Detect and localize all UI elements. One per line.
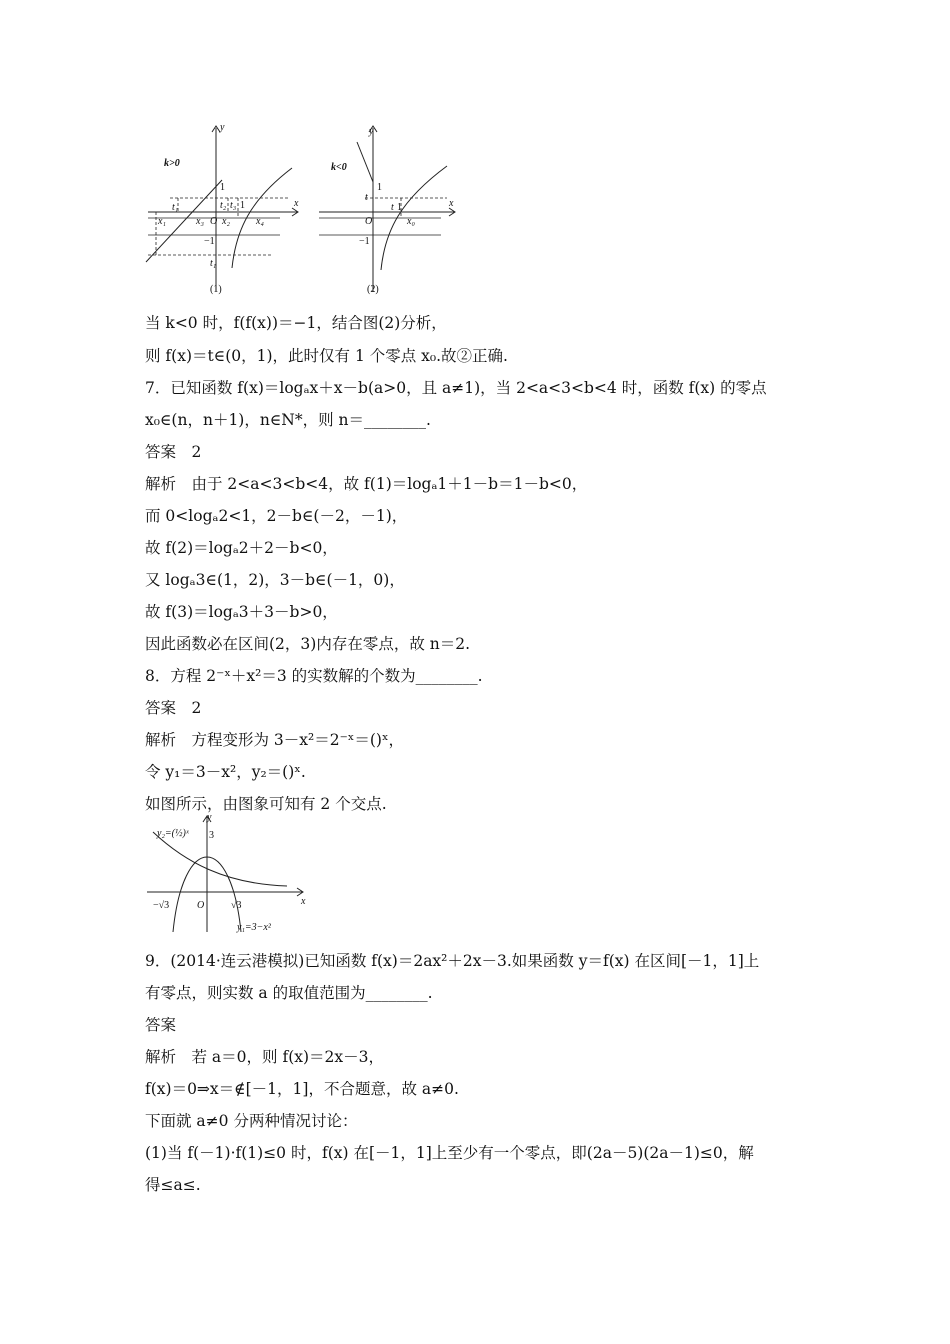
text-line-7: 而 0<logₐ2<1，2－b∈(－2，－1)，	[145, 507, 408, 525]
figure-1-graph	[140, 120, 310, 300]
text-line-20: 解析 若 a＝0，则 f(x)＝2x－3，	[145, 1048, 384, 1066]
label-one-y: 1	[377, 182, 382, 193]
text-line-19: 答案	[145, 1016, 177, 1034]
k-label: k>0	[164, 158, 180, 169]
label-origin: O	[365, 216, 373, 227]
y-axis-label: y	[207, 812, 212, 823]
label-origin: O	[197, 900, 205, 911]
label-t1-left: t₁	[172, 202, 179, 213]
label-origin: O	[210, 216, 218, 227]
text-line-17: 9．(2014·连云港模拟)已知函数 f(x)＝2ax²＋2x－3.如果函数 y＝f(x) 在区间[－1，1]上	[145, 952, 760, 970]
text-line-23: (1)当 f(－1)·f(1)≤0 时，f(x) 在[－1，1]上至少有一个零点，即(2a－5)(2a－1)≤0，解	[145, 1144, 754, 1162]
text-line-21: f(x)＝0⇒x＝∉[－1，1]，不合题意，故 a≠0.	[145, 1080, 459, 1098]
text-line-16: 如图所示，由图象可知有 2 个交点.	[145, 795, 387, 813]
label-one: 1	[220, 182, 225, 193]
label-three: 3	[209, 830, 214, 841]
label-y2: y₂=(½)ˣ	[157, 828, 189, 839]
label-x2: x₂	[222, 216, 230, 227]
figure-caption-1: (1)	[210, 284, 222, 295]
text-line-4: x₀∈(n，n＋1)，n∈N*，则 n＝________.	[145, 411, 431, 429]
label-minus-one: −1	[359, 236, 370, 247]
text-line-10: 故 f(3)＝logₐ3＋3－b>0，	[145, 603, 338, 621]
text-line-13: 答案 2	[145, 699, 202, 717]
label-x1: x₁	[158, 216, 166, 227]
y-axis-label: y	[369, 126, 374, 137]
figure-3-graph	[145, 812, 310, 937]
x-axis-label: x	[294, 198, 299, 209]
line-left	[357, 142, 373, 182]
label-x3: x₃	[196, 216, 204, 227]
figure-caption-2: (2)	[367, 284, 379, 295]
text-line-5: 答案 2	[145, 443, 202, 461]
label-t1-bottom: t₁	[210, 258, 217, 269]
exponential-y2	[153, 832, 287, 886]
x-axis-label: x	[301, 896, 306, 907]
text-line-2: 则 f(x)＝t∈(0，1)，此时仅有 1 个零点 x₀.故②正确.	[145, 347, 508, 365]
label-t: t	[365, 192, 368, 203]
text-line-12: 8．方程 2⁻ˣ＋x²＝3 的实数解的个数为________.	[145, 667, 483, 685]
figure-2-graph	[315, 120, 465, 300]
label-one-axis: 1	[397, 202, 402, 213]
x-axis-label: x	[449, 198, 454, 209]
label-t3: t₃	[230, 200, 237, 211]
k-label: k<0	[331, 162, 347, 173]
text-line-1: 当 k<0 时，f(f(x))＝−1，结合图(2)分析，	[145, 314, 447, 332]
text-line-6: 解析 由于 2<a<3<b<4，故 f(1)＝logₐ1＋1－b＝1－b<0，	[145, 475, 588, 493]
y-axis-label: y	[220, 122, 225, 133]
label-neg-sqrt3: −√3	[153, 900, 170, 911]
label-x0: x₀	[407, 216, 415, 227]
text-line-8: 故 f(2)＝logₐ2＋2－b<0，	[145, 539, 338, 557]
label-y1: y₁=3−x²	[237, 922, 271, 933]
text-line-14: 解析 方程变形为 3－x²＝2⁻ˣ＝()ˣ，	[145, 731, 405, 749]
text-line-15: 令 y₁＝3－x²，y₂＝()ˣ.	[145, 763, 306, 781]
label-t2: t₂	[220, 200, 227, 211]
label-minus-one: −1	[204, 236, 215, 247]
text-line-18: 有零点，则实数 a 的取值范围为________.	[145, 984, 433, 1002]
label-one-right: 1	[240, 200, 245, 211]
text-line-24: 得≤a≤.	[145, 1176, 201, 1194]
label-sqrt3: √3	[231, 900, 242, 911]
text-line-3: 7．已知函数 f(x)＝logₐx＋x－b(a>0，且 a≠1)，当 2<a<3<b<4 时，函数 f(x) 的零点	[145, 379, 767, 397]
label-x4: x₄	[256, 216, 264, 227]
text-line-22: 下面就 a≠0 分两种情况讨论：	[145, 1112, 358, 1130]
text-line-9: 又 logₐ3∈(1，2)，3－b∈(－1，0)，	[145, 571, 405, 589]
text-line-11: 因此函数必在区间(2，3)内存在零点，故 n＝2.	[145, 635, 471, 653]
label-t-axis: t	[391, 202, 394, 213]
